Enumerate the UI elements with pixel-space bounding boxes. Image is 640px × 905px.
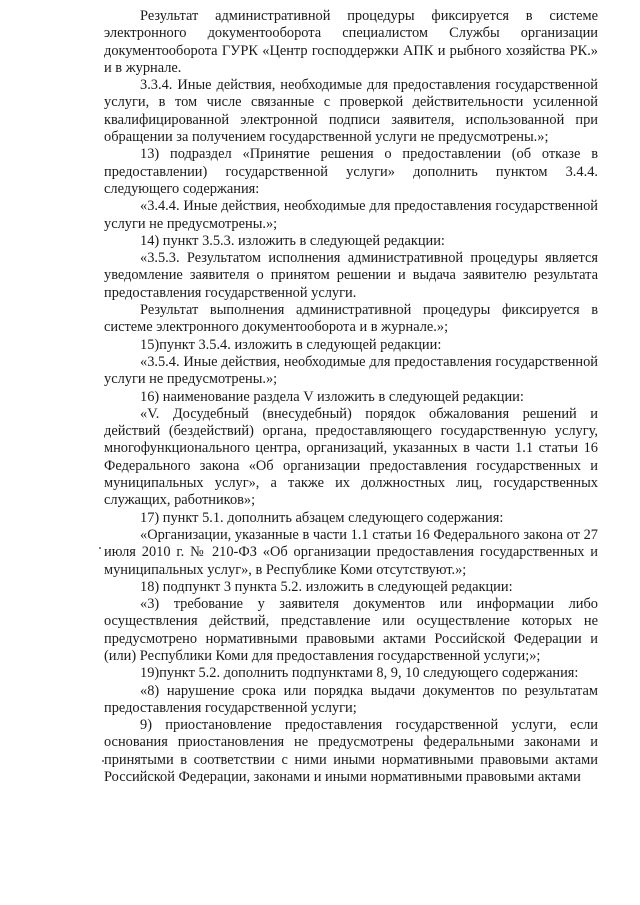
paragraph: «Организации, указанные в части 1.1 статьи 16 Федерального закона от 27 июля 2010 г. № 210-ФЗ «Об организации предоставления государственных и муниципальных услуг», в Республике Коми отсутствуют.»; xyxy=(104,526,598,578)
paragraph: 13) подраздел «Принятие решения о предоставлении (об отказе в предоставлении) государственной услуги» дополнить пунктом 3.4.4. следующего содержания: xyxy=(104,146,598,197)
paragraph: «8) нарушение срока или порядка выдачи документов по результатам предоставления государственной услуги; xyxy=(104,682,598,716)
paragraph: 9) приостановление предоставления государственной услуги, если основания приостановления не предусмотрены федеральными законами и принятыми в соответствии с ними иными нормативными правовыми актами Российской Федерации, законами и иными нормативными правовыми актами xyxy=(104,717,598,786)
paragraph: «3) требование у заявителя документов или информации либо осуществления действий, представление или осуществление которых не предусмотрено нормативными правовыми актами Российской Федерации и (или) Республики Коми для предоставления государственной услуги;»; xyxy=(104,596,598,664)
paragraph: «3.5.4. Иные действия, необходимые для предоставления государственной услуги не предусмотрены.»; xyxy=(104,353,598,388)
paragraph: 18) подпункт 3 пункта 5.2. изложить в следующей редакции: xyxy=(140,578,513,595)
paragraph: 3.3.4. Иные действия, необходимые для предоставления государственной услуги, в том числе связанные с проверкой действительности усиленной квалифицированной электронной подписи заявителя, использованной при обращении за получением государственной услуги не предусмотрены.»; xyxy=(104,77,598,146)
paragraph: «3.5.3. Результатом исполнения административной процедуры является уведомление заявителя о принятом решении и выдача заявителю результата предоставления государственной услуги. xyxy=(104,250,598,301)
paragraph: 16) наименование раздела V изложить в следующей редакции: xyxy=(140,388,524,405)
scan-speck xyxy=(102,760,104,762)
paragraph: 15)пункт 3.5.4. изложить в следующей редакции: xyxy=(140,336,442,353)
paragraph: 19)пункт 5.2. дополнить подпунктами 8, 9, 10 следующего содержания: xyxy=(140,665,579,682)
scan-speck xyxy=(99,547,101,549)
paragraph: «3.4.4. Иные действия, необходимые для предоставления государственной услуги не предусмотрены.»; xyxy=(104,198,598,232)
paragraph: 14) пункт 3.5.3. изложить в следующей редакции: xyxy=(140,232,445,249)
paragraph: «V. Досудебный (внесудебный) порядок обжалования решений и действий (бездействий) органа, предоставляющего государственную услугу, многофункционального центра, организаций, указанных в части 1.1 статьи 16 Федерального закона «Об организации предоставления государственных и муниципальных услуг», а также их должностных лиц, государственных служащих, работников»; xyxy=(104,405,598,509)
document-body xyxy=(104,8,598,786)
paragraph: Результат административной процедуры фиксируется в системе электронного документооборота специалистом Службы организации документооборота ГУРК «Центр господдержки АПК и рыбного хозяйства РК.» и в журнале. xyxy=(104,8,598,76)
paragraph: Результат выполнения административной процедуры фиксируется в системе электронного документооборота и в журнале.»; xyxy=(104,302,598,336)
paragraph: 17) пункт 5.1. дополнить абзацем следующего содержания: xyxy=(140,509,504,526)
